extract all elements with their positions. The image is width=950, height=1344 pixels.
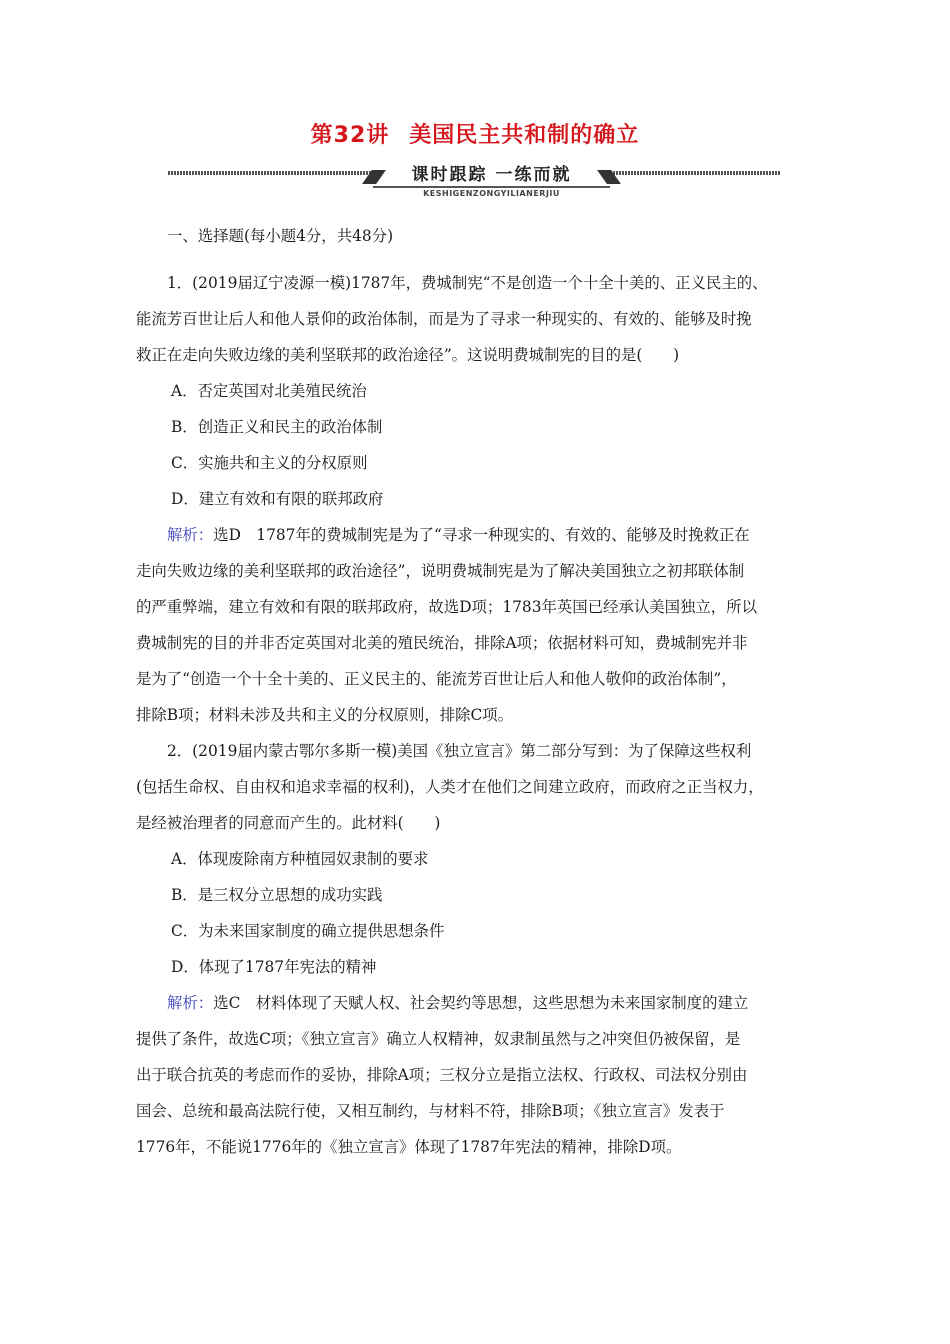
- option-c: C．实施共和主义的分权原则: [171, 454, 368, 472]
- lesson-title: 美国民主共和制的确立: [409, 123, 640, 148]
- analysis-line: 的严重弊端，建立有效和有限的联邦政府，故选D项；1783年英国已经承认美国独立，所以: [136, 598, 757, 616]
- option-b: B．创造正义和民主的政治体制: [171, 418, 383, 436]
- analysis-label: 解析：: [167, 994, 214, 1012]
- question-stem-line: 1．(2019届辽宁凌源一模)1787年，费城制宪“不是创造一个十全十美的、正义民主的、: [167, 274, 768, 292]
- analysis-line: 是为了“创造一个十全十美的、正义民主的、能流芳百世让后人和他人敬仰的政治体制”，: [136, 670, 737, 688]
- question-stem-line: 2．(2019届内蒙古鄂尔多斯一模)美国《独立宣言》第二部分写到：为了保障这些权利: [167, 742, 752, 760]
- question-stem-line: (包括生命权、自由权和追求幸福的权利)，人类才在他们之间建立政府，而政府之正当权力，: [136, 778, 764, 796]
- question-2: [136, 733, 826, 1165]
- lesson-number: 第32讲: [310, 123, 390, 148]
- analysis-line: 提供了条件，故选C项；《独立宣言》确立人权精神，奴隶制虽然与之冲突但仍被保留，是: [136, 1030, 741, 1048]
- analysis-text: 选D 1787年的费城制宪是为了“寻求一种现实的、有效的、能够及时挽救正在: [213, 526, 750, 544]
- page-title: [0, 118, 950, 149]
- analysis-line: 走向失败边缘的美利坚联邦的政治途径”，说明费城制宪是为了解决美国独立之初邦联体制: [136, 562, 745, 580]
- content-body: [136, 218, 826, 1165]
- question-stem-line: 是经被治理者的同意而产生的。此材料( ): [136, 814, 441, 832]
- question-stem-line: 能流芳百世让后人和他人景仰的政治体制，而是为了寻求一种现实的、有效的、能够及时挽: [136, 310, 752, 328]
- option-c: C．为未来国家制度的确立提供思想条件: [171, 922, 445, 940]
- banner-rule-left: [168, 171, 373, 175]
- analysis-label: 解析：: [167, 526, 214, 544]
- option-d: D．体现了1787年宪法的精神: [171, 958, 377, 976]
- banner-rule-right: [610, 171, 780, 175]
- banner-tab: [373, 160, 610, 186]
- question-stem-line: 救正在走向失败边缘的美利坚联邦的政治途径”。这说明费城制宪的目的是( ): [136, 346, 680, 364]
- analysis-first-line: [136, 517, 826, 553]
- option-d: D．建立有效和有限的联邦政府: [171, 490, 384, 508]
- banner-title: 课时跟踪 一练而就: [411, 165, 572, 185]
- banner-subtitle: KESHIGENZONGYILIANERJIU: [373, 186, 610, 198]
- analysis-line: 出于联合抗英的考虑而作的妥协，排除A项；三权分立是指立法权、行政权、司法权分别由: [136, 1066, 748, 1084]
- analysis-line: 排除B项；材料未涉及共和主义的分权原则，排除C项。: [136, 706, 514, 724]
- analysis-line: 国会、总统和最高法院行使，又相互制约，与材料不符，排除B项；《独立宣言》发表于: [136, 1102, 725, 1120]
- section-heading: 一、选择题(每小题4分，共48分): [167, 227, 394, 245]
- analysis-first-line: [136, 985, 826, 1021]
- analysis-line: 1776年，不能说1776年的《独立宣言》体现了1787年宪法的精神，排除D项。: [136, 1138, 682, 1156]
- analysis-line: 费城制宪的目的并非否定英国对北美的殖民统治，排除A项；依据材料可知，费城制宪并非: [136, 634, 748, 652]
- option-a: A．否定英国对北美殖民统治: [171, 382, 367, 400]
- analysis-text: 选C 材料体现了天赋人权、社会契约等思想，这些思想为未来国家制度的建立: [213, 994, 749, 1012]
- section-banner: [168, 160, 780, 198]
- question-1: [136, 265, 826, 733]
- option-b: B．是三权分立思想的成功实践: [171, 886, 383, 904]
- option-a: A．体现废除南方种植园奴隶制的要求: [171, 850, 429, 868]
